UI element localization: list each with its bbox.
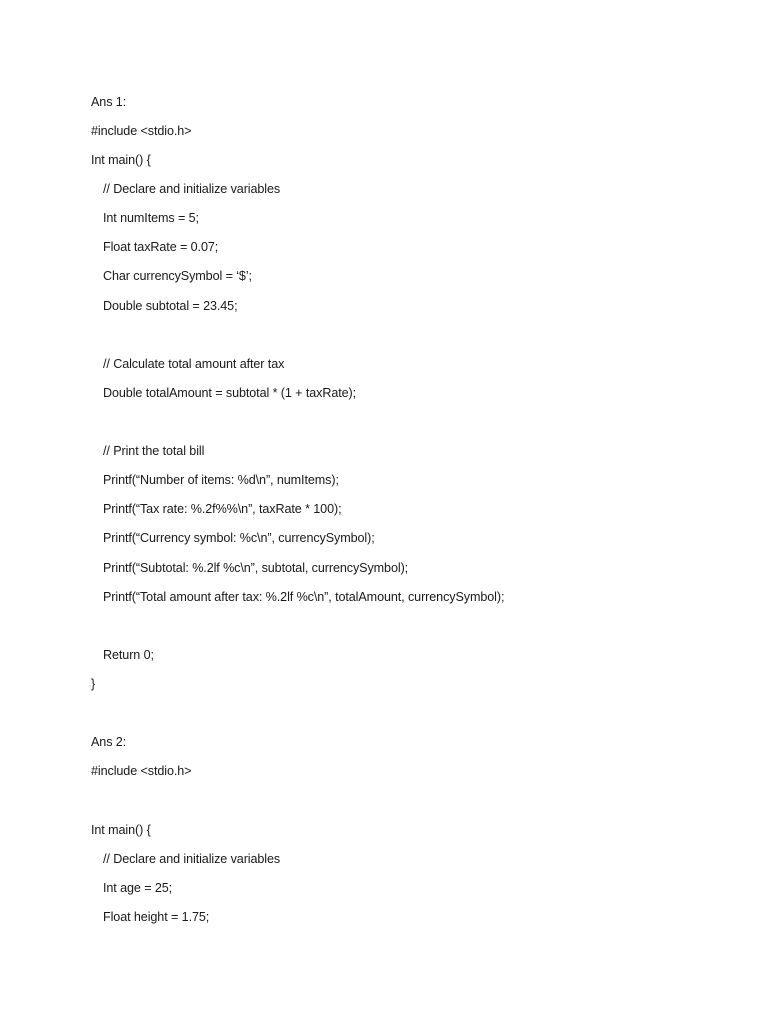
code-line: Float height = 1.75; xyxy=(103,910,210,924)
code-line: Int numItems = 5; xyxy=(103,211,199,225)
code-line: Printf(“Subtotal: %.2lf %c\n”, subtotal, currencySymbol); xyxy=(103,561,409,575)
code-line: Printf(“Currency symbol: %c\n”, currencySymbol); xyxy=(103,531,375,545)
code-line: Int main() { xyxy=(91,153,151,167)
code-comment: // Declare and initialize variables xyxy=(103,852,281,866)
code-line: Return 0; xyxy=(103,648,154,662)
code-line: #include <stdio.h> xyxy=(91,124,192,138)
code-line: Double totalAmount = subtotal * (1 + taxRate); xyxy=(103,386,357,400)
code-line: Char currencySymbol = ‘$’; xyxy=(103,269,252,283)
code-comment: // Declare and initialize variables xyxy=(103,182,281,196)
code-line: Int age = 25; xyxy=(103,881,173,895)
code-line: Printf(“Total amount after tax: %.2lf %c\n”, totalAmount, currencySymbol); xyxy=(103,590,505,604)
code-line: Printf(“Number of items: %d\n”, numItems); xyxy=(103,473,339,487)
answer-1-heading: Ans 1: xyxy=(91,95,127,109)
code-line: Printf(“Tax rate: %.2f%%\n”, taxRate * 100); xyxy=(103,502,342,516)
code-line: Float taxRate = 0.07; xyxy=(103,240,219,254)
code-line: } xyxy=(91,677,96,691)
answer-2-heading: Ans 2: xyxy=(91,735,127,749)
code-line: Int main() { xyxy=(91,823,151,837)
code-line: Double subtotal = 23.45; xyxy=(103,299,238,313)
code-line: #include <stdio.h> xyxy=(91,764,192,778)
code-comment: // Print the total bill xyxy=(103,444,205,458)
code-comment: // Calculate total amount after tax xyxy=(103,357,285,371)
